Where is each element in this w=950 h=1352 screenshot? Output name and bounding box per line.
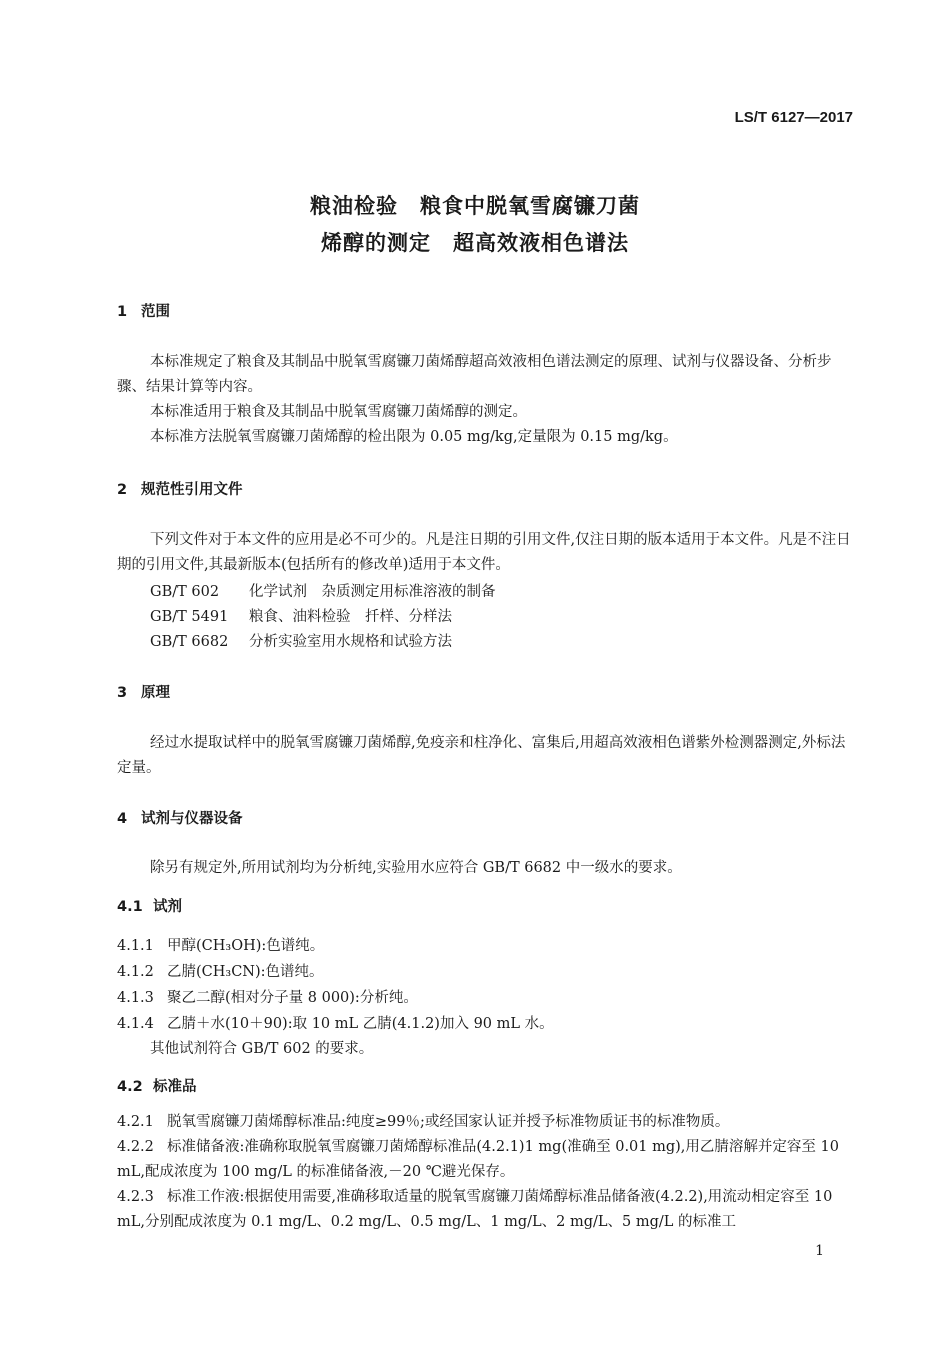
clause-number: 4.1.1 (117, 938, 154, 954)
section-1-heading (117, 300, 170, 321)
section-1-paragraph-2: 本标准适用于粮食及其制品中脱氧雪腐镰刀菌烯醇的测定。 (150, 404, 527, 420)
section-number: 2 (117, 482, 128, 498)
subsection-number: 4.1 (117, 899, 143, 915)
clause-text: 聚乙二醇(相对分子量 8 000):分析纯。 (167, 990, 418, 1006)
reference-code: GB/T 5491 (150, 609, 229, 625)
clause-number: 4.2.3 (117, 1189, 154, 1205)
clause-text: 标准工作液:根据使用需要,准确移取适量的脱氧雪腐镰刀菌烯醇标准品储备液(4.2.2),用流动相定容至 10 mL,分别配成浓度为 0.1 mg/L、0.2 mg/L、0.5 mg/L、1 mg/L、2 mg/L、5 mg/L 的标准工 (117, 1189, 833, 1230)
clause-4-2-3 (117, 1185, 852, 1235)
section-title: 范围 (141, 304, 170, 320)
section-2-paragraph-1: 下列文件对于本文件的应用是必不可少的。凡是注日期的引用文件,仅注日期的版本适用于本文件。凡是不注日期的引用文件,其最新版本(包括所有的修改单)适用于本文件。 (117, 532, 851, 573)
standard-number: LS/T 6127—2017 (734, 109, 853, 126)
subsection-title: 标准品 (153, 1079, 197, 1095)
reagent-note: 其他试剂符合 GB/T 602 的要求。 (150, 1041, 374, 1057)
subsection-4-1-heading (117, 895, 182, 916)
page-number: 1 (815, 1243, 824, 1259)
clause-text: 乙腈＋水(10＋90):取 10 mL 乙腈(4.1.2)加入 90 mL 水。 (167, 1016, 554, 1032)
clause-item (117, 934, 324, 955)
clause-text: 乙腈(CH₃CN):色谱纯。 (167, 964, 324, 980)
section-2-heading (117, 478, 243, 499)
clause-item (117, 960, 324, 981)
reference-title: 化学试剂 杂质测定用标准溶液的制备 (249, 584, 496, 600)
clause-number: 4.2.1 (117, 1114, 154, 1130)
section-number: 1 (117, 304, 128, 320)
clause-number: 4.2.2 (117, 1139, 154, 1155)
section-4-paragraph-1: 除另有规定外,所用试剂均为分析纯,实验用水应符合 GB/T 6682 中一级水的要求。 (150, 860, 682, 876)
section-number: 3 (117, 685, 128, 701)
reference-item (150, 630, 452, 651)
reference-code: GB/T 602 (150, 584, 220, 600)
subsection-number: 4.2 (117, 1079, 143, 1095)
clause-number: 4.1.3 (117, 990, 154, 1006)
reference-title: 粮食、油料检验 扦样、分样法 (249, 609, 452, 625)
section-3-heading (117, 681, 170, 702)
clause-item (117, 986, 418, 1007)
clause-text: 脱氧雪腐镰刀菌烯醇标准品:纯度≥99％;或经国家认证并授予标准物质证书的标准物质。 (167, 1114, 730, 1130)
section-title: 原理 (141, 685, 170, 701)
document-title-line1: 粮油检验 粮食中脱氧雪腐镰刀菌 (310, 194, 640, 218)
clause-4-2-2 (117, 1135, 852, 1185)
section-3-paragraph-1: 经过水提取试样中的脱氧雪腐镰刀菌烯醇,免疫亲和柱净化、富集后,用超高效液相色谱紫外检测器测定,外标法定量。 (117, 735, 846, 776)
section-title: 试剂与仪器设备 (141, 811, 243, 827)
reference-item (150, 580, 496, 601)
section-1-paragraph-3: 本标准方法脱氧雪腐镰刀菌烯醇的检出限为 0.05 mg/kg,定量限为 0.15 mg/kg。 (150, 429, 678, 445)
subsection-title: 试剂 (153, 899, 182, 915)
reference-item (150, 605, 452, 626)
section-title: 规范性引用文件 (141, 482, 243, 498)
section-number: 4 (117, 811, 128, 827)
clause-item (117, 1012, 554, 1033)
subsection-4-2-heading (117, 1075, 197, 1096)
clause-4-2-1 (117, 1110, 852, 1135)
clause-number: 4.1.4 (117, 1016, 154, 1032)
clause-text: 甲醇(CH₃OH):色谱纯。 (167, 938, 325, 954)
section-1-paragraph-1: 本标准规定了粮食及其制品中脱氧雪腐镰刀菌烯醇超高效液相色谱法测定的原理、试剂与仪器设备、分析步骤、结果计算等内容。 (117, 354, 832, 395)
section-4-heading (117, 807, 243, 828)
reference-title: 分析实验室用水规格和试验方法 (249, 634, 452, 650)
reference-code: GB/T 6682 (150, 634, 229, 650)
document-title-line2: 烯醇的测定 超高效液相色谱法 (321, 231, 629, 255)
clause-text: 标准储备液:准确称取脱氧雪腐镰刀菌烯醇标准品(4.2.1)1 mg(准确至 0.01 mg),用乙腈溶解并定容至 10 mL,配成浓度为 100 mg/L 的标准储备液,－20 ℃避光保存。 (117, 1139, 839, 1180)
clause-number: 4.1.2 (117, 964, 154, 980)
